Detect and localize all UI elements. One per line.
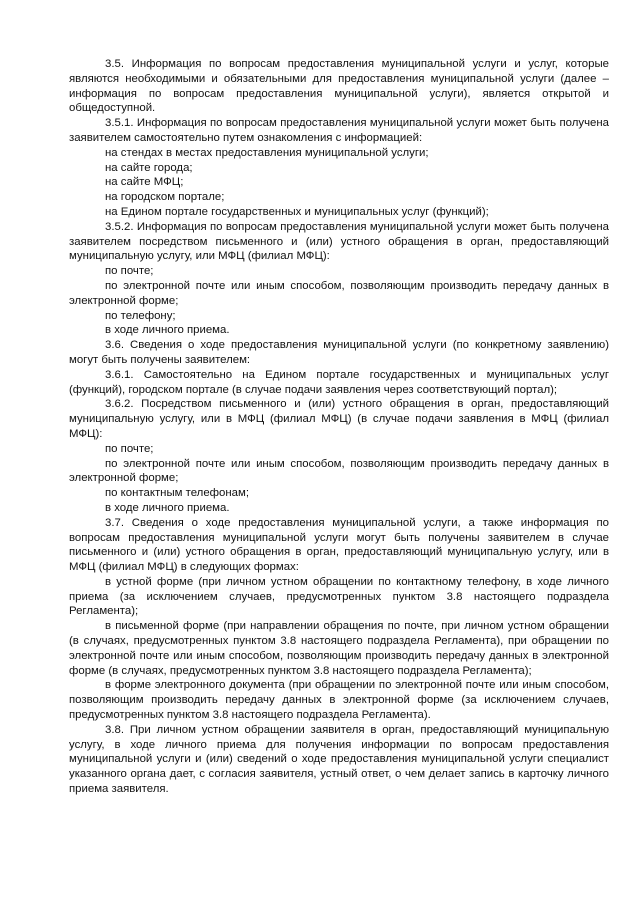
list-item-mail: по почте; <box>105 265 154 278</box>
paragraph-3-5: 3.5. Информация по вопросам предоставления муниципальной услуги и услуг, которые являются необходимыми и обязательными для предоставления муниципальной услуги (далее – информация по вопросам предоставления муниципальной услуги), является открытой и общедоступной. <box>69 58 609 115</box>
list-item-mail-2: по почте; <box>105 442 154 455</box>
paragraph-3-6: 3.6. Сведения о ходе предоставления муниципальной услуги (по конкретному заявлению) могут быть получены заявителем: <box>69 339 609 366</box>
list-item-written-form: в письменной форме (при направлении обращения по почте, при личном устном обращении (в случаях, предусмотренных пунктом 3.8 настоящего подраздела Регламента), при обращении по электронной почте или иным способом, позволяющим производить передачу данных в электронной форме (в случаях, предусмотренных пунктом 3.8 настоящего подраздела Регламента); <box>69 620 609 677</box>
list-item-stands: на стендах в местах предоставления муниципальной услуги; <box>105 146 429 159</box>
list-item-city-site: на сайте города; <box>105 161 193 174</box>
paragraph-3-6-1: 3.6.1. Самостоятельно на Едином портале государственных и муниципальных услуг (функций), городском портале (в случае подачи заявления через соответствующий портал); <box>69 368 609 396</box>
list-item-electronic-form: в форме электронного документа (при обращении по электронной почте или иным способом, позволяющим производить передачу данных в электронной форме (за исключением случаев, предусмотренных пунктом 3.8 настоящего подраздела Регламента). <box>69 679 609 722</box>
paragraph-3-8: 3.8. При личном устном обращении заявителя в орган, предоставляющий муниципальную услугу, в ходе личного приема для получения информации по вопросам предоставления муниципальной услуги и (или) сведений о ходе предоставления муниципальной услуги специалист указанного органа дает, с согласия заявителя, устный ответ, о чем делает запись в карточку личного приема заявителя. <box>69 723 609 796</box>
paragraph-3-7: 3.7. Сведения о ходе предоставления муниципальной услуги, а также информация по вопросам предоставления муниципальной услуги могут быть получены заявителем в случае письменного и (или) устного обращения в орган, предоставляющий муниципальную услугу, или в МФЦ (филиал МФЦ) в следующих формах: <box>69 516 609 574</box>
list-item-mfc-site: на сайте МФЦ; <box>105 176 184 189</box>
list-item-personal-reception: в ходе личного приема. <box>105 324 230 337</box>
list-item-city-portal: на городском портале; <box>105 191 225 204</box>
list-item-personal-reception-2: в ходе личного приема. <box>105 501 230 514</box>
list-item-phone: по телефону; <box>105 309 176 322</box>
list-item-unified-portal: на Едином портале государственных и муниципальных услуг (функций); <box>105 205 489 218</box>
list-item-email-2: по электронной почте или иным способом, позволяющим производить передачу данных в электронной форме; <box>69 457 609 485</box>
paragraph-3-5-1: 3.5.1. Информация по вопросам предоставления муниципальной услуги может быть получена заявителем самостоятельно путем ознакомления с информацией: <box>69 117 609 144</box>
paragraph-3-5-2: 3.5.2. Информация по вопросам предоставления муниципальной услуги может быть получена заявителем посредством письменного и (или) устного обращения в орган, предоставляющий муниципальную услугу, или МФЦ (филиал МФЦ): <box>69 220 609 263</box>
list-item-oral-form: в устной форме (при личном устном обращении по контактному телефону, в ходе личного приема (за исключением случаев, предусмотренных пунктом 3.8 настоящего подраздела Регламента); <box>69 575 609 618</box>
list-item-contact-phones: по контактным телефонам; <box>105 487 249 500</box>
paragraph-3-6-2: 3.6.2. Посредством письменного и (или) устного обращения в орган, предоставляющий муниципальную услугу, или в МФЦ (филиал МФЦ) (в случае подачи заявления в МФЦ (филиал МФЦ): <box>69 398 609 440</box>
list-item-email: по электронной почте или иным способом, позволяющим производить передачу данных в электронной форме; <box>69 279 609 307</box>
